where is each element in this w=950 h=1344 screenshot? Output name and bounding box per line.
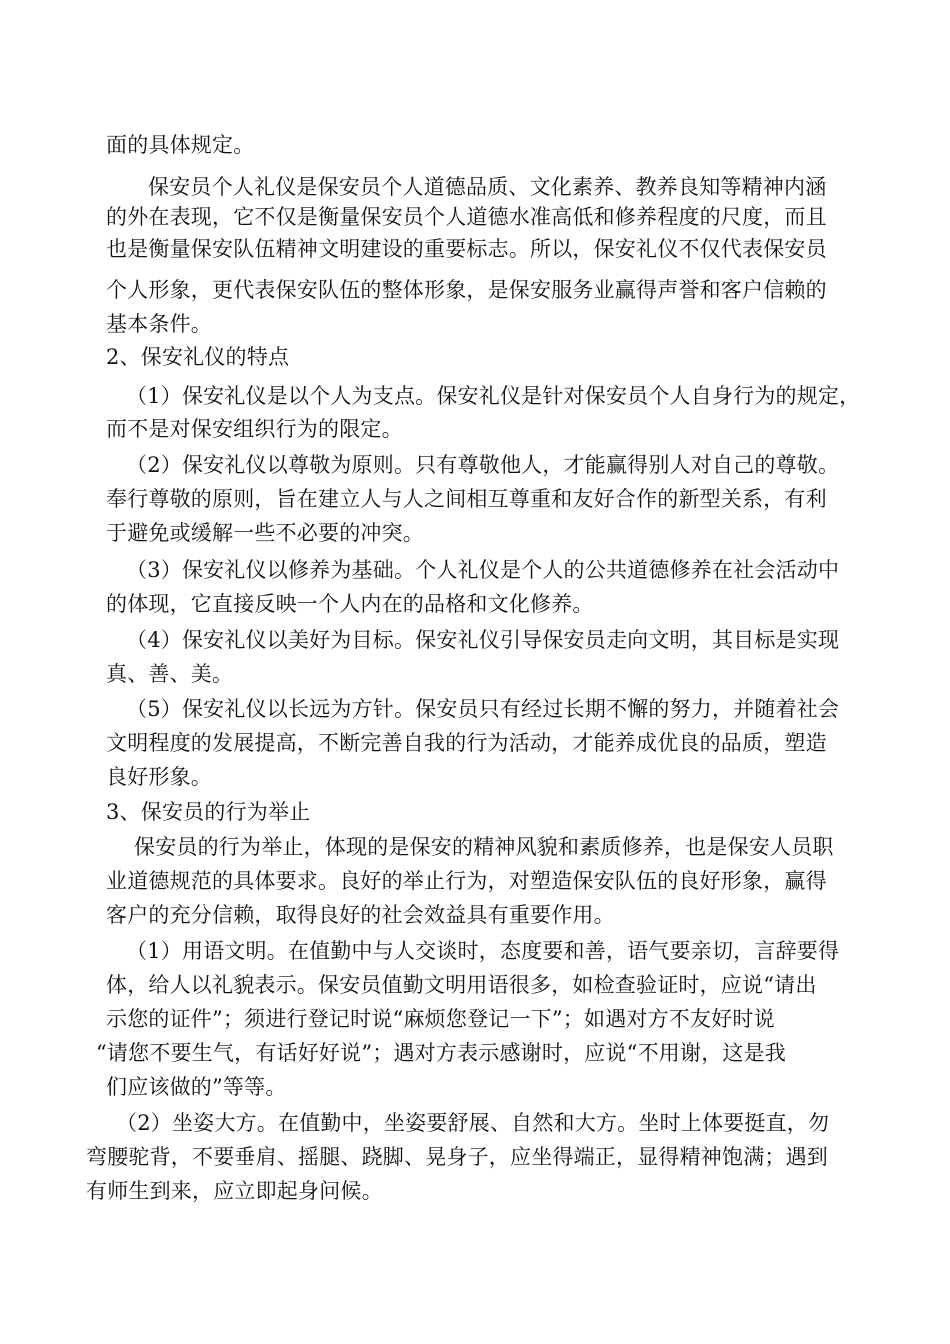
text-line: 们应该做的”等等。: [106, 1075, 287, 1099]
text-line: 奉行尊敬的原则，旨在建立人与人之间相互尊重和友好合作的新型关系，有利: [106, 487, 827, 511]
text-line: 而不是对保安组织行为的限定。: [106, 417, 403, 441]
text-line: （2）保安礼仪以尊敬为原则。只有尊敬他人，才能赢得别人对自己的尊敬。: [126, 453, 840, 477]
text-line: 保安员个人礼仪是保安员个人道德品质、文化素养、教养良知等精神内涵: [148, 175, 827, 199]
text-line: （4）保安礼仪以美好为目标。保安礼仪引导保安员走向文明，其目标是实现: [126, 628, 840, 652]
text-line: 文明程度的发展提高，不断完善自我的行为活动，才能养成优良的品质，塑造: [106, 731, 827, 755]
text-line: 个人形象，更代表保安队伍的整体形象，是保安服务业赢得声誉和客户信赖的: [106, 278, 827, 302]
text-line: 弯腰驼背，不要垂肩、摇腿、跷脚、晃身子，应坐得端正，显得精神饱满；遇到: [86, 1145, 828, 1169]
text-line: 客户的充分信赖，取得良好的社会效益具有重要作用。: [106, 903, 615, 927]
section-heading: 3、保安员的行为举止: [106, 800, 311, 824]
text-line: （1）保安礼仪是以个人为支点。保安礼仪是针对保安员个人自身行为的规定，: [126, 384, 861, 408]
text-line: 真、善、美。: [106, 662, 234, 686]
text-line: 良好形象。: [106, 765, 212, 789]
text-line: 的外在表现，它不仅是衡量保安员个人道德水准高低和修养程度的尺度，而且: [106, 205, 827, 229]
text-line: “请您不要生气，有话好好说”；遇对方表示感谢时，应说“不用谢，这是我: [96, 1041, 787, 1065]
text-line: 业道德规范的具体要求。良好的举止行为，对塑造保安队伍的良好形象，赢得: [106, 869, 827, 893]
text-line: 也是衡量保安队伍精神文明建设的重要标志。所以，保安礼仪不仅代表保安员: [106, 237, 827, 261]
text-line: （1）用语文明。在值勤中与人交谈时，态度要和善，语气要亲切，言辞要得: [126, 939, 840, 963]
text-line: 的体现，它直接反映一个人内在的品格和文化修养。: [106, 592, 594, 616]
text-line: （3）保安礼仪以修养为基础。个人礼仪是个人的公共道德修养在社会活动中: [126, 558, 840, 582]
text-line: 有师生到来，应立即起身问候。: [86, 1179, 383, 1203]
text-line: 示您的证件”；须进行登记时说“麻烦您登记一下”；如遇对方不友好时说: [106, 1007, 775, 1031]
text-line: 体，给人以礼貌表示。保安员值勤文明用语很多，如检查验证时，应说“请出: [106, 973, 817, 997]
text-line: 保安员的行为举止，体现的是保安的精神风貌和素质修养，也是保安人员职: [134, 835, 834, 859]
text-line: （2）坐姿大方。在值勤中，坐姿要舒展、自然和大方。坐时上体要挺直，勿: [116, 1111, 830, 1135]
text-line: 基本条件。: [106, 312, 212, 336]
text-line: 面的具体规定。: [106, 133, 255, 157]
text-line: （5）保安礼仪以长远为方针。保安员只有经过长期不懈的努力，并随着社会: [126, 697, 840, 721]
section-heading: 2、保安礼仪的特点: [106, 345, 290, 369]
text-line: 于避免或缓解一些不必要的冲突。: [106, 521, 424, 545]
